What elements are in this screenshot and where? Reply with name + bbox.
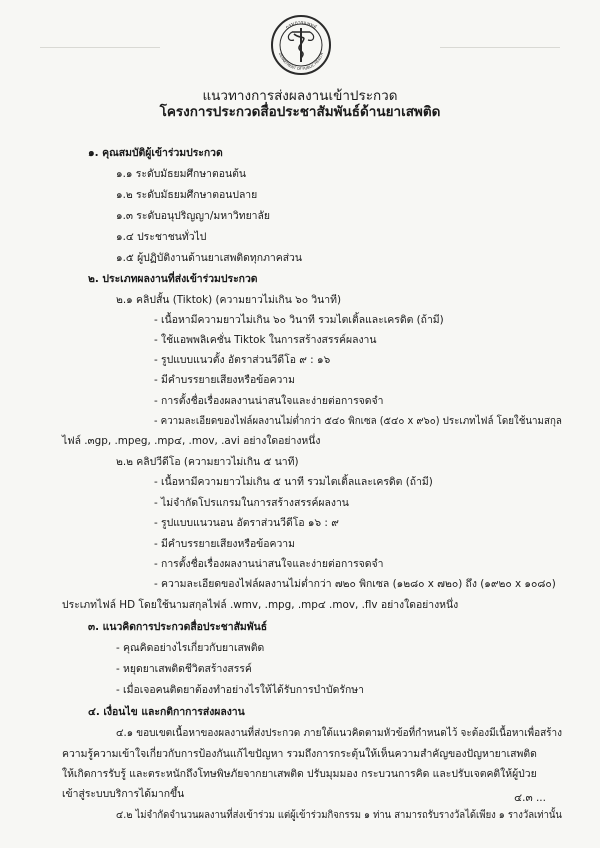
document-subtitle: โครงการประกวดสื่อประชาสัมพันธ์ด้านยาเสพติด [159, 104, 441, 120]
body-line: ไฟล์ .๓gp, .mpeg, .mp๔, .mov, .avi อย่างใดอย่างหนึ่ง [62, 435, 321, 447]
section-heading: ๓. แนวคิดการประกวดสื่อประชาสัมพันธ์ [88, 621, 268, 633]
body-line: - เนื้อหามีความยาวไม่เกิน ๖๐ วินาที รวมไตเติ้ลและเครดิต (ถ้ามี) [154, 314, 444, 326]
body-line: ๔.๒ ไม่จำกัดจำนวนผลงานที่ส่งเข้าร่วม แต่ผู้เข้าร่วมกิจกรรม ๑ ท่าน สามารถรับรางวัลได้เพียง ๑ รางวัลเท่านั้น [116, 809, 562, 821]
scan-artifact [40, 47, 160, 48]
body-line: - การตั้งชื่อเรื่องผลงานน่าสนใจและง่ายต่อการจดจำ [154, 395, 384, 407]
body-line: ๑.๒ ระดับมัธยมศึกษาตอนปลาย [116, 189, 258, 201]
body-line: - คุณคิดอย่างไรเกี่ยวกับยาเสพติด [116, 642, 265, 654]
body-line: - หยุดยาเสพติดชีวิตสร้างสรรค์ [116, 663, 252, 675]
body-line: - ใช้แอพพลิเคชั่น Tiktok ในการสร้างสรรค์ผลงาน [154, 334, 377, 346]
body-line: ๔.๑ ขอบเขตเนื้อหาของผลงานที่ส่งประกวด ภายใต้แนวคิดตามหัวข้อที่กำหนดไว้ จะต้องมีเนื้อหาเพื่อสร้าง [116, 727, 563, 739]
body-line: - ความละเอียดของไฟล์ผลงานไม่ต่ำกว่า ๕๔๐ พิกเซล (๕๔๐ x ๙๖๐) ประเภทไฟล์ โดยใช้นามสกุล [154, 415, 562, 427]
body-line: ๑.๕ ผู้ปฏิบัติงานด้านยาเสพติดทุกภาคส่วน [116, 252, 302, 264]
scan-artifact [440, 47, 560, 48]
body-line: ๑.๓ ระดับอนุปริญญา/มหาวิทยาลัย [116, 210, 270, 222]
page-continuation: ๔.๓ ... [514, 792, 546, 804]
body-line: ๑.๑ ระดับมัธยมศึกษาตอนต้น [116, 168, 246, 180]
body-line: - มีคำบรรยายเสียงหรือข้อความ [154, 538, 295, 550]
body-line: - มีคำบรรยายเสียงหรือข้อความ [154, 374, 295, 386]
section-heading: ๑. คุณสมบัติผู้เข้าร่วมประกวด [88, 147, 223, 159]
seal-top-text: กรมการแพทย์ [284, 19, 318, 31]
body-line: - รูปแบบแนวตั้ง อัตราส่วนวีดีโอ ๙ : ๑๖ [154, 354, 331, 366]
body-line: เข้าสู่ระบบบริการได้มากขึ้น [62, 788, 185, 800]
ministry-seal-icon [270, 14, 332, 76]
body-line: - ไม่จำกัดโปรแกรมในการสร้างสรรค์ผลงาน [154, 497, 349, 509]
body-line: ๒.๑ คลิปสั้น (Tiktok) (ความยาวไม่เกิน ๖๐ วินาที) [116, 294, 342, 306]
body-line: - การตั้งชื่อเรื่องผลงานน่าสนใจและง่ายต่อการจดจำ [154, 558, 384, 570]
document-title: แนวทางการส่งผลงานเข้าประกวด [202, 88, 398, 104]
section-heading: ๔. เงื่อนไข และกติกาการส่งผลงาน [88, 706, 245, 718]
body-line: - ความละเอียดของไฟล์ผลงานไม่ต่ำกว่า ๗๒๐ พิกเซล (๑๒๘๐ x ๗๒๐) ถึง (๑๙๒๐ x ๑๐๘๐) [154, 578, 556, 590]
body-line: - รูปแบบแนวนอน อัตราส่วนวีดีโอ ๑๖ : ๙ [154, 517, 339, 529]
seal-bottom-text: DEPARTMENT OF PUBLIC HEALTH [277, 52, 325, 72]
body-line: - เนื้อหามีความยาวไม่เกิน ๕ นาที รวมไตเติ้ลและเครดิต (ถ้ามี) [154, 476, 433, 488]
body-line: ประเภทไฟล์ HD โดยใช้นามสกุลไฟล์ .wmv, .mpg, .mp๔ .mov, .flv อย่างใดอย่างหนึ่ง [62, 599, 459, 611]
body-line: ให้เกิดการรับรู้ และตระหนักถึงโทษพิษภัยจากยาเสพติด ปรับมุมมอง กระบวนการคิด และปรับเจตคติให้ผู้ป่วย [62, 768, 537, 780]
body-line: - เมื่อเจอคนติดยาต้องทำอย่างไรให้ได้รับการบำบัดรักษา [116, 684, 364, 696]
body-line: ๑.๔ ประชาชนทั่วไป [116, 231, 207, 243]
section-heading: ๒. ประเภทผลงานที่ส่งเข้าร่วมประกวด [88, 273, 258, 285]
body-line: ความรู้ความเข้าใจเกี่ยวกับการป้องกันแก้ไขปัญหา รวมถึงการกระตุ้นให้เห็นความสำคัญของปัญหายาเสพติด [62, 748, 537, 760]
body-line: ๒.๒ คลิปวีดีโอ (ความยาวไม่เกิน ๕ นาที) [116, 456, 299, 468]
